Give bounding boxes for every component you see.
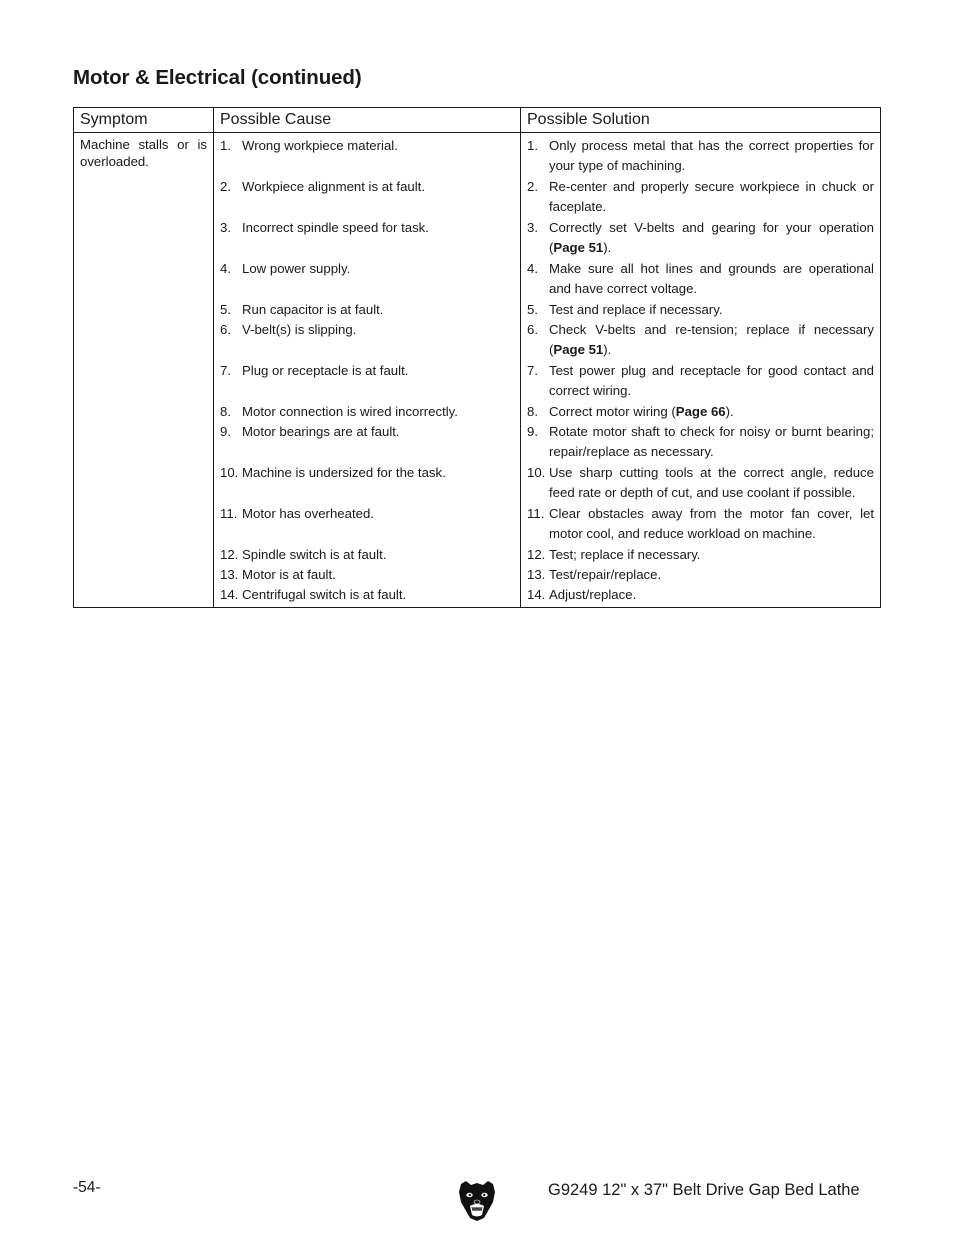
cause-text: Wrong workpiece material. (242, 138, 398, 153)
solution-item (527, 300, 874, 320)
cause-text: Machine is undersized for the task. (242, 465, 446, 480)
cause-number: 3. (220, 220, 231, 235)
cause-number: 5. (220, 302, 231, 317)
cause-number: 1. (220, 138, 231, 153)
solution-number: 14. (527, 587, 546, 602)
cause-item (220, 504, 514, 545)
solution-text: Re-center and properly secure workpiece in chuck or faceplate. (549, 179, 874, 215)
cause-list (220, 136, 514, 605)
solution-text: Test and replace if necessary. (549, 302, 723, 317)
solution-cell (521, 133, 881, 608)
page-reference: Page 51 (553, 342, 604, 358)
solution-item (527, 177, 874, 218)
solution-number: 8. (527, 404, 538, 419)
cause-number: 10. (220, 465, 239, 480)
cause-number: 2. (220, 179, 231, 194)
solution-item (527, 504, 874, 545)
solution-number: 12. (527, 547, 546, 562)
page-number: -54- (73, 1179, 101, 1196)
solution-text: Use sharp cutting tools at the correct angle, reduce feed rate or depth of cut, and use coolant if possible. (549, 465, 874, 501)
cause-number: 13. (220, 567, 239, 582)
cause-item (220, 463, 514, 504)
solution-number: 13. (527, 567, 546, 582)
solution-item (527, 361, 874, 402)
solution-list (527, 136, 874, 605)
cause-item (220, 300, 514, 320)
cause-item (220, 422, 514, 463)
solution-number: 6. (527, 322, 538, 337)
solution-item (527, 402, 874, 422)
cause-number: 14. (220, 587, 239, 602)
table-header-row (74, 108, 881, 133)
solution-header: Possible Solution (521, 108, 881, 133)
solution-item (527, 218, 874, 259)
cause-item (220, 361, 514, 402)
cause-number: 11. (220, 506, 238, 521)
solution-text: Correct motor wiring (Page 66). (549, 404, 734, 419)
symptom-header: Symptom (74, 108, 214, 133)
solution-item (527, 320, 874, 361)
cause-text: Incorrect spindle speed for task. (242, 220, 429, 235)
solution-text: Make sure all hot lines and grounds are operational and have correct voltage. (549, 261, 874, 297)
cause-item (220, 585, 514, 605)
solution-text: Only process metal that has the correct properties for your type of machining. (549, 138, 874, 174)
cause-text: Motor bearings are at fault. (242, 424, 400, 439)
model-description: G9249 12" x 37" Belt Drive Gap Bed Lathe (548, 1181, 860, 1199)
solution-item (527, 545, 874, 565)
solution-item (527, 259, 874, 300)
cause-text: Workpiece alignment is at fault. (242, 179, 426, 194)
cause-item (220, 402, 514, 422)
cause-text: V-belt(s) is slipping. (242, 322, 357, 337)
solution-number: 9. (527, 424, 538, 439)
solution-number: 1. (527, 138, 538, 153)
symptom-text: Machine stalls or is overloaded. (80, 137, 207, 169)
cause-item (220, 259, 514, 300)
cause-number: 9. (220, 424, 231, 439)
troubleshooting-table (73, 107, 881, 608)
solution-number: 2. (527, 179, 538, 194)
cause-number: 7. (220, 363, 231, 378)
solution-item (527, 463, 874, 504)
cause-item (220, 545, 514, 565)
solution-text: Check V-belts and re-tension; replace if necessary (Page 51). (549, 322, 874, 358)
cause-number: 8. (220, 404, 231, 419)
page-reference: Page 51 (553, 240, 604, 256)
solution-text: Test; replace if necessary. (549, 547, 701, 562)
cause-item (220, 320, 514, 361)
cause-text: Low power supply. (242, 261, 351, 276)
cause-number: 4. (220, 261, 231, 276)
symptom-cell (74, 133, 214, 608)
section-title: Motor & Electrical (continued) (73, 66, 362, 89)
cause-item (220, 136, 514, 177)
solution-number: 7. (527, 363, 538, 378)
solution-number: 3. (527, 220, 538, 235)
cause-item (220, 177, 514, 218)
cause-text: Spindle switch is at fault. (242, 547, 387, 562)
solution-item (527, 585, 874, 605)
page-reference: Page 66 (675, 404, 726, 419)
solution-item (527, 565, 874, 585)
solution-text: Adjust/replace. (549, 587, 637, 602)
cause-number: 6. (220, 322, 231, 337)
solution-text: Rotate motor shaft to check for noisy or burnt bearing; repair/replace as necessary. (549, 424, 874, 460)
solution-number: 11. (527, 506, 545, 521)
cause-number: 12. (220, 547, 239, 562)
solution-text: Clear obstacles away from the motor fan cover, let motor cool, and reduce workload on machine. (549, 506, 874, 542)
cause-text: Motor has overheated. (242, 506, 374, 521)
cause-text: Run capacitor is at fault. (242, 302, 384, 317)
solution-number: 5. (527, 302, 538, 317)
cause-text: Centrifugal switch is at fault. (242, 587, 407, 602)
solution-text: Test power plug and receptacle for good contact and correct wiring. (549, 363, 874, 399)
cause-cell (214, 133, 521, 608)
solution-text: Correctly set V-belts and gearing for your operation (Page 51). (549, 220, 874, 256)
table-row (74, 133, 881, 608)
solution-number: 4. (527, 261, 538, 276)
bear-head-logo-icon (457, 1178, 497, 1222)
cause-item (220, 218, 514, 259)
solution-text: Test/repair/replace. (549, 567, 662, 582)
cause-text: Motor connection is wired incorrectly. (242, 404, 458, 419)
cause-header: Possible Cause (214, 108, 521, 133)
cause-text: Plug or receptacle is at fault. (242, 363, 409, 378)
cause-text: Motor is at fault. (242, 567, 336, 582)
solution-item (527, 422, 874, 463)
cause-item (220, 565, 514, 585)
solution-number: 10. (527, 465, 546, 480)
solution-item (527, 136, 874, 177)
